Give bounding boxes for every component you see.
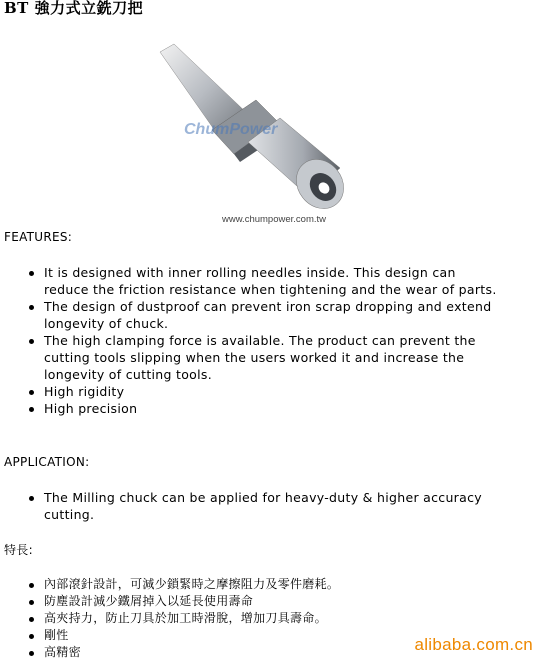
list-item: The Milling chuck can be applied for heavy-duty & higher accuracy cutting. xyxy=(0,489,500,523)
list-item: The design of dustproof can prevent iron scrap dropping and extend longevity of chuck. xyxy=(0,298,500,332)
page-title: BT 強力式立銑刀把 xyxy=(4,0,144,17)
list-item: High rigidity xyxy=(0,383,500,400)
list-item: 防塵設計減少鐵屑掉入以延長使用壽命 xyxy=(0,593,500,610)
list-item: 剛性 xyxy=(0,627,500,644)
specialties-heading: 特長: xyxy=(4,543,33,557)
list-item: It is designed with inner rolling needles inside. This design can reduce the friction resistance when tightening and the wear of parts. xyxy=(0,264,500,298)
list-item: 內部滾針設計，可減少鎖緊時之摩擦阻力及零件磨耗。 xyxy=(0,576,500,593)
application-heading: APPLICATION: xyxy=(4,455,90,469)
features-list xyxy=(0,264,500,417)
application-list xyxy=(0,489,500,523)
list-item: The high clamping force is available. The product can prevent the cutting tools slipping when the users worked it and increase the longevity of cutting tools. xyxy=(0,332,500,383)
list-item: 高精密 xyxy=(0,644,500,661)
list-item: 高夾持力，防止刀具於加工時滑脫，增加刀具壽命。 xyxy=(0,610,500,627)
product-image xyxy=(150,38,360,228)
site-url: www.chumpower.com.tw xyxy=(222,214,327,225)
features-heading: FEATURES: xyxy=(4,230,73,244)
logo-text: ChumPower xyxy=(184,121,278,138)
list-item: High precision xyxy=(0,400,500,417)
watermark: alibaba.com.cn xyxy=(414,635,533,654)
